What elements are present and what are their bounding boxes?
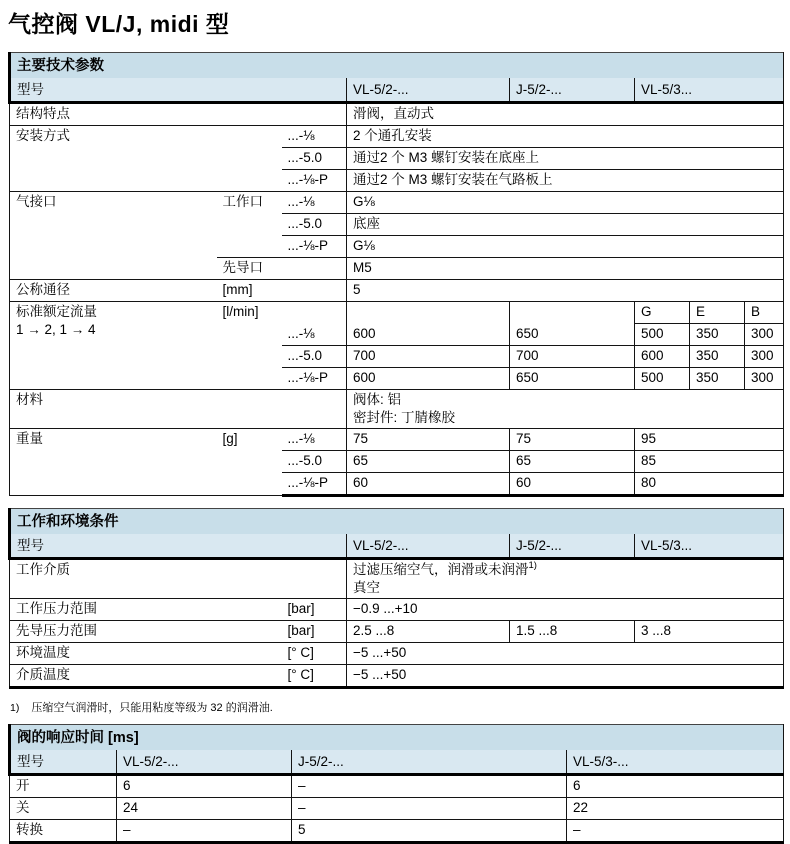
model-header-row xyxy=(10,750,784,775)
row-label: 安装方式 xyxy=(10,126,282,192)
footnote xyxy=(10,699,782,715)
value-cell: 650 xyxy=(510,368,635,390)
value-cell: 5 xyxy=(347,280,784,302)
table-row xyxy=(10,621,784,643)
value-cell: M5 xyxy=(347,258,784,280)
value-cell: 650 xyxy=(510,324,635,346)
operating-conditions-table xyxy=(8,508,784,689)
response-time-table xyxy=(8,724,784,844)
value-cell: G⅛ xyxy=(347,192,784,214)
row-label: 公称通径 xyxy=(10,280,217,302)
model-row-label: 型号 xyxy=(10,750,117,775)
flow-subcol-b: B xyxy=(745,302,784,324)
empty-cell xyxy=(510,302,635,324)
row-label: 环境温度 xyxy=(10,643,282,665)
section-header-row xyxy=(10,509,784,535)
sub-label: 工作口 xyxy=(217,192,282,258)
variant-key: ...-⅛-P xyxy=(282,236,347,258)
value-cell: 1.5 ...8 xyxy=(510,621,635,643)
value-cell: 300 xyxy=(745,346,784,368)
row-label xyxy=(10,302,217,390)
row-label: 工作压力范围 xyxy=(10,599,282,621)
row-label: 重量 xyxy=(10,429,217,496)
sub-label: 先导口 xyxy=(217,258,347,280)
unit-cell: [° C] xyxy=(282,643,347,665)
variant-key: ...-⅛ xyxy=(282,126,347,148)
unit-cell: [g] xyxy=(217,429,282,496)
value-cell: 6 xyxy=(117,775,292,798)
value-cell: 65 xyxy=(510,451,635,473)
model-col-3: VL-5/3... xyxy=(635,78,784,103)
value-cell: 5 xyxy=(292,820,567,843)
flow-subcol-e: E xyxy=(690,302,745,324)
value-cell: 95 xyxy=(635,429,784,451)
value-cell xyxy=(347,390,784,429)
value-cell: 60 xyxy=(510,473,635,496)
value-cell: 80 xyxy=(635,473,784,496)
value-cell: −0.9 ...+10 xyxy=(347,599,784,621)
value-cell: 700 xyxy=(347,346,510,368)
value-cell: 底座 xyxy=(347,214,784,236)
variant-key: ...-⅛-P xyxy=(282,473,347,496)
unit-cell: [bar] xyxy=(282,621,347,643)
value-cell: 350 xyxy=(690,324,745,346)
value-cell: 滑阀，直动式 xyxy=(347,103,784,126)
value-cell: 600 xyxy=(635,346,690,368)
page-title: 气控阀 VL/J, midi 型 xyxy=(8,11,230,37)
value-cell: 24 xyxy=(117,798,292,820)
flow-label: 标准额定流量 xyxy=(16,304,97,319)
row-label: 气接口 xyxy=(10,192,217,280)
value-cell: – xyxy=(567,820,784,843)
variant-key: ...-5.0 xyxy=(282,451,347,473)
section-header-row xyxy=(10,53,784,79)
footnote-text: 压缩空气润滑时，只能用粘度等级为 32 的润滑油. xyxy=(31,702,273,714)
model-header-row xyxy=(10,534,784,559)
table-row xyxy=(10,126,784,148)
table-row xyxy=(10,599,784,621)
section-title: 阀的响应时间 [ms] xyxy=(10,725,784,751)
model-col-1: VL-5/2-... xyxy=(117,750,292,775)
variant-key: ...-⅛-P xyxy=(282,368,347,390)
value-cell: 通过2 个 M3 螺钉安装在底座上 xyxy=(347,148,784,170)
value-cell: 700 xyxy=(510,346,635,368)
row-label: 开 xyxy=(10,775,117,798)
value-cell: 300 xyxy=(745,368,784,390)
medium-line-1: 过滤压缩空气，润滑或未润滑$^{1)}$ xyxy=(353,560,537,577)
row-label: 工作介质 xyxy=(10,559,347,599)
section-title: 工作和环境条件 xyxy=(10,509,784,535)
unit-cell: [bar] xyxy=(282,599,347,621)
value-cell: 500 xyxy=(635,324,690,346)
unit-cell: [l/min] xyxy=(217,302,282,390)
value-cell: 22 xyxy=(567,798,784,820)
material-body: 阀体: 铝 xyxy=(353,392,402,407)
table-row xyxy=(10,559,784,599)
value-cell: 600 xyxy=(347,324,510,346)
value-cell: 2.5 ...8 xyxy=(347,621,510,643)
section-title: 主要技术参数 xyxy=(10,53,784,79)
value-cell: −5 ...+50 xyxy=(347,665,784,688)
model-row-label: 型号 xyxy=(10,78,347,103)
table-row xyxy=(10,302,784,324)
table-row xyxy=(10,103,784,126)
value-cell: 60 xyxy=(347,473,510,496)
row-label: 介质温度 xyxy=(10,665,282,688)
value-cell: −5 ...+50 xyxy=(347,643,784,665)
row-label: 转换 xyxy=(10,820,117,843)
model-header-row xyxy=(10,78,784,103)
model-col-1: VL-5/2-... xyxy=(347,78,510,103)
value-cell: 300 xyxy=(745,324,784,346)
main-specs-table xyxy=(8,52,784,497)
table-row xyxy=(10,798,784,820)
row-label: 材料 xyxy=(10,390,347,429)
table-row xyxy=(10,429,784,451)
unit-cell: [° C] xyxy=(282,665,347,688)
table-row xyxy=(10,665,784,688)
section-header-row xyxy=(10,725,784,751)
variant-key: ...-5.0 xyxy=(282,346,347,368)
value-cell: – xyxy=(292,775,567,798)
table-row xyxy=(10,390,784,429)
table-row xyxy=(10,820,784,843)
value-cell: 6 xyxy=(567,775,784,798)
footnote-marker: 1) xyxy=(10,702,20,714)
value-cell: 3 ...8 xyxy=(635,621,784,643)
material-seal: 密封件: 丁腈橡胶 xyxy=(353,410,456,425)
model-col-2: J-5/2-... xyxy=(292,750,567,775)
empty-cell xyxy=(282,302,347,324)
flow-subcol-g: G xyxy=(635,302,690,324)
model-col-2: J-5/2-... xyxy=(510,534,635,559)
medium-line-2: 真空 xyxy=(353,580,380,595)
variant-key: ...-⅛ xyxy=(282,429,347,451)
flow-sublabel: 1 → 2, 1 → 4 xyxy=(16,322,96,337)
model-col-2: J-5/2-... xyxy=(510,78,635,103)
unit-cell: [mm] xyxy=(217,280,347,302)
variant-key: ...-⅛ xyxy=(282,192,347,214)
value-cell: 500 xyxy=(635,368,690,390)
table-row xyxy=(10,643,784,665)
model-col-1: VL-5/2-... xyxy=(347,534,510,559)
value-cell: 350 xyxy=(690,346,745,368)
model-row-label: 型号 xyxy=(10,534,347,559)
variant-key: ...-⅛-P xyxy=(282,170,347,192)
value-cell: – xyxy=(117,820,292,843)
value-cell: 75 xyxy=(510,429,635,451)
footnote-marker: 1) xyxy=(528,560,537,571)
value-cell: 350 xyxy=(690,368,745,390)
value-cell: 75 xyxy=(347,429,510,451)
empty-cell xyxy=(347,302,510,324)
model-col-3: VL-5/3... xyxy=(635,534,784,559)
value-cell: G⅛ xyxy=(347,236,784,258)
variant-key: ...-⅛ xyxy=(282,324,347,346)
table-row xyxy=(10,192,784,214)
row-label: 结构特点 xyxy=(10,103,347,126)
table-row xyxy=(10,280,784,302)
value-cell: 600 xyxy=(347,368,510,390)
variant-key: ...-5.0 xyxy=(282,214,347,236)
value-cell: 65 xyxy=(347,451,510,473)
model-col-3: VL-5/3-... xyxy=(567,750,784,775)
row-label: 关 xyxy=(10,798,117,820)
variant-key: ...-5.0 xyxy=(282,148,347,170)
value-cell xyxy=(347,559,784,599)
value-cell: 2 个通孔安装 xyxy=(347,126,784,148)
value-cell: 通过2 个 M3 螺钉安装在气路板上 xyxy=(347,170,784,192)
row-label: 先导压力范围 xyxy=(10,621,282,643)
value-cell: – xyxy=(292,798,567,820)
table-row xyxy=(10,775,784,798)
value-cell: 85 xyxy=(635,451,784,473)
